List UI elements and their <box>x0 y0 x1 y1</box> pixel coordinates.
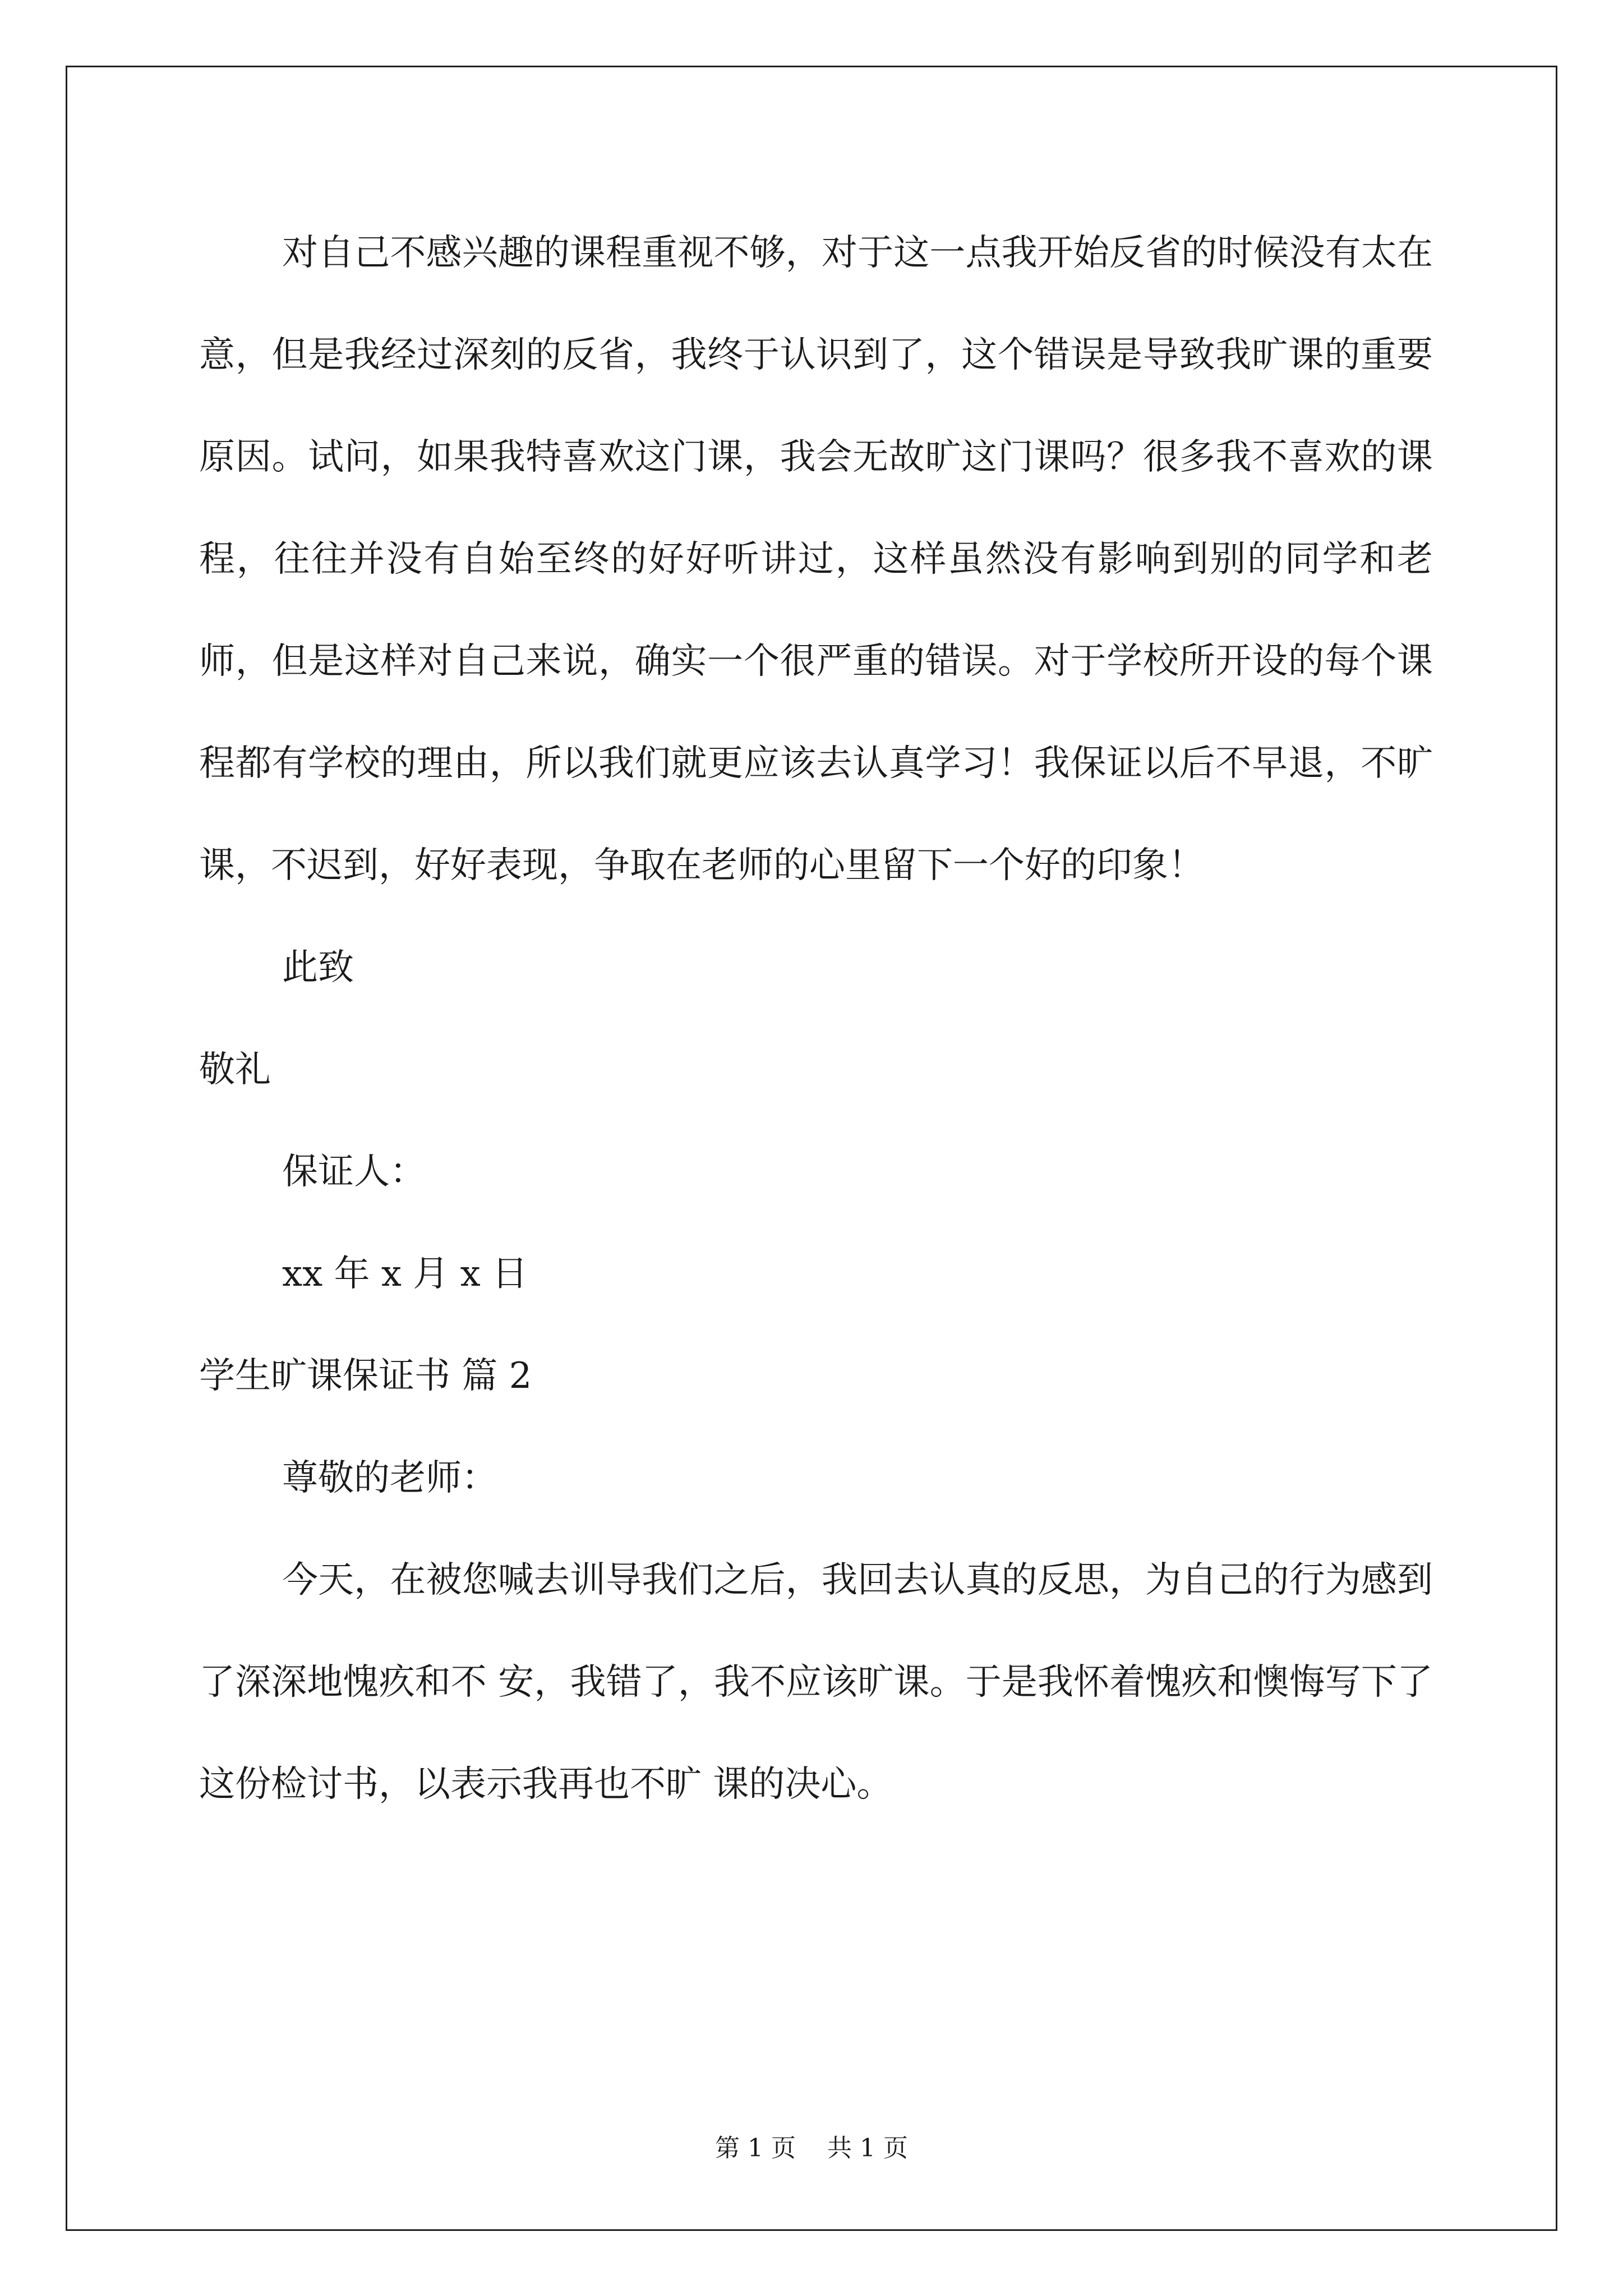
page-footer <box>0 2132 1623 2165</box>
body-paragraph: 今天，在被您喊去训导我们之后，我回去认真的反思，为自己的行为感到了深深地愧疚和不 安，我错了，我不应该旷课。于是我怀着愧疚和懊悔写下了这份检讨书，以表示我再也不旷 课的决心。 <box>199 1559 1433 1805</box>
closing-salute: 敬礼 <box>199 1049 271 1091</box>
date-line: xx 年 x 月 x 日 <box>282 1253 528 1295</box>
salutation: 尊敬的老师： <box>282 1457 497 1499</box>
page-number: 第 1 页 <box>715 2134 796 2162</box>
guarantor-label: 保证人： <box>282 1151 426 1193</box>
closing-line: 此致 <box>282 947 354 988</box>
body-paragraph: 对自己不感兴趣的课程重视不够，对于这一点我开始反省的时候没有太在意，但是我经过深刻的反省，我终于认识到了，这个错误是导致我旷课的重要原因。试问，如果我特喜欢这门课，我会无故旷这门课吗？很多我不喜欢的课程，往往并没有自始至终的好好听讲过，这样虽然没有影响到别的同学和老师，但是这样对自己来说，确实一个很严重的错误。对于学校所开设的每个课程都有学校的理由，所以我们就更应该去认真学习！我保证以后不早退，不旷课，不迟到，好好表现，争取在老师的心里留下一个好的印象！ <box>199 232 1433 886</box>
page-total: 共 1 页 <box>827 2134 908 2162</box>
section-heading: 学生旷课保证书 篇 2 <box>199 1355 532 1397</box>
document-body <box>199 202 1433 1835</box>
